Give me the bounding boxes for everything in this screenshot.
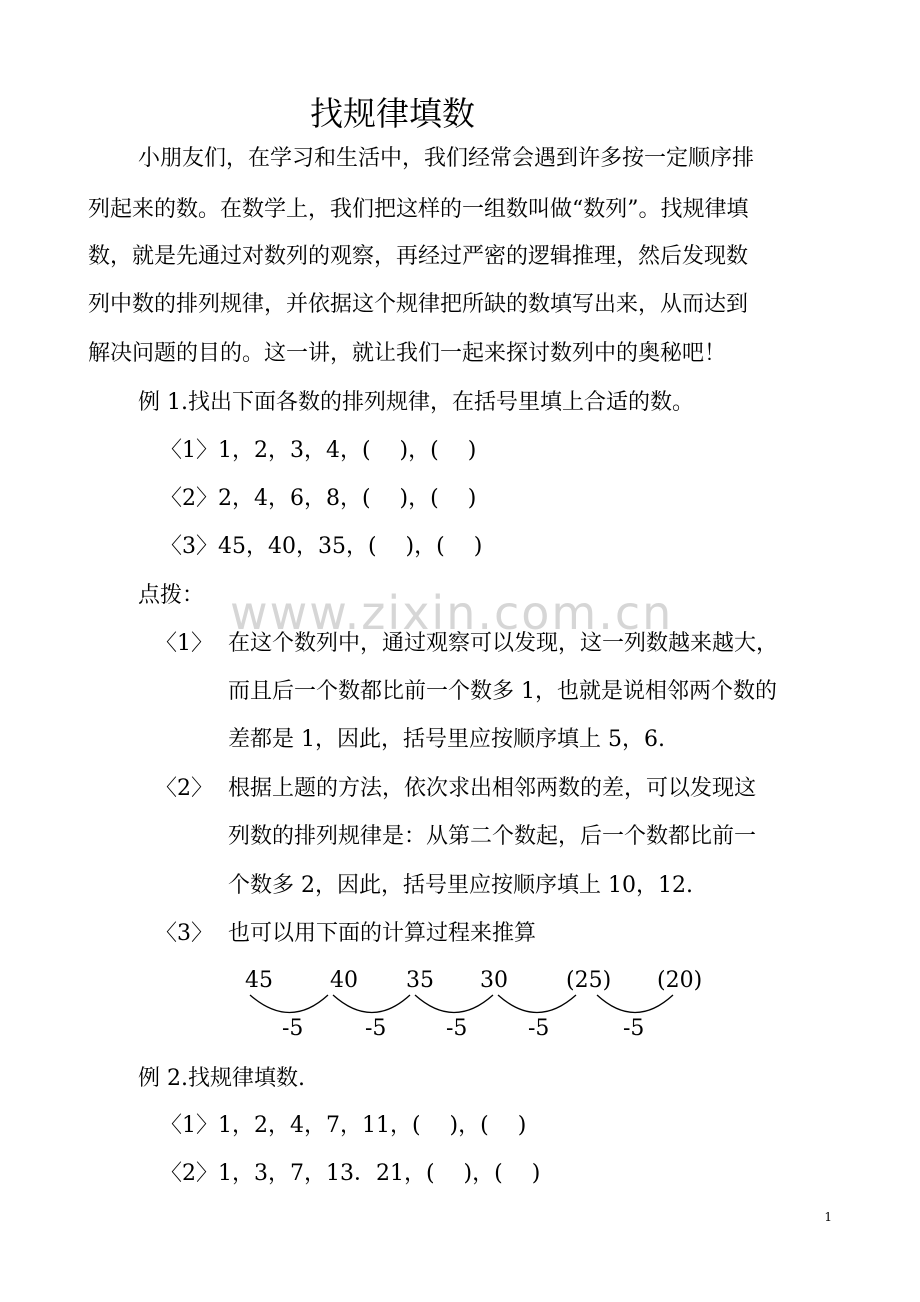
hint-line: 而且后一个数都比前一个数多 1，也就是说相邻两个数的	[228, 679, 777, 704]
difference-arc	[250, 995, 328, 1013]
example2-item: 〈1〉1，2，4，7，11，( )，( )	[160, 1113, 527, 1138]
sequence-number: 30	[480, 968, 508, 993]
intro-line: 列起来的数。在数学上，我们把这样的一组数叫做“数列”。找规律填	[88, 197, 749, 222]
intro-line: 解决问题的目的。这一讲，就让我们一起来探讨数列中的奥秘吧！	[88, 341, 727, 366]
difference-label: -5	[365, 1016, 387, 1041]
sequence-number: 40	[330, 968, 358, 993]
example1-heading: 例 1.找出下面各数的排列规律，在括号里填上合适的数。	[138, 390, 694, 415]
example1-item: 〈1〉1，2，3，4，( )，( )	[160, 438, 477, 463]
example2-item: 〈2〉1，3，7，13．21，( )，( )	[160, 1161, 541, 1186]
example2-heading: 例 2.找规律填数.	[138, 1066, 305, 1091]
sequence-number: 45	[245, 968, 273, 993]
difference-label: -5	[282, 1016, 304, 1041]
page-number: 1	[824, 1210, 832, 1224]
sequence-number: (25)	[566, 968, 612, 993]
example1-item: 〈3〉45，40，35，( )，( )	[160, 534, 483, 559]
hint-line: 差都是 1，因此，括号里应按顺序填上 5，6.	[228, 727, 665, 752]
difference-arc	[333, 995, 410, 1013]
hint-label: 点拨：	[138, 583, 205, 608]
difference-arc	[597, 995, 673, 1013]
difference-label: -5	[528, 1016, 550, 1041]
example1-item: 〈2〉2，4，6，8，( )，( )	[160, 486, 477, 511]
page-title: 找规律填数	[310, 94, 475, 133]
sequence-number: (20)	[657, 968, 703, 993]
hint-line: 列数的排列规律是：从第二个数起，后一个数都比前一	[228, 824, 757, 849]
hint-line: 个数多 2，因此，括号里应按顺序填上 10，12.	[228, 873, 693, 898]
intro-line: 小朋友们，在学习和生活中，我们经常会遇到许多按一定顺序排	[138, 146, 755, 171]
hint-marker: 〈1〉	[155, 631, 213, 656]
intro-line: 列中数的排列规律，并依据这个规律把所缺的数填写出来，从而达到	[88, 292, 749, 317]
hint-line: 在这个数列中，通过观察可以发现，这一列数越来越大，	[228, 631, 779, 656]
hint-line: 也可以用下面的计算过程来推算	[228, 921, 537, 946]
difference-arc	[415, 995, 493, 1013]
difference-label: -5	[623, 1016, 645, 1041]
hint-line: 根据上题的方法，依次求出相邻两数的差，可以发现这	[228, 776, 757, 801]
difference-arc	[498, 995, 576, 1013]
hint-marker: 〈2〉	[155, 776, 213, 801]
intro-line: 数，就是先通过对数列的观察，再经过严密的逻辑推理，然后发现数	[88, 244, 749, 269]
sequence-number: 35	[406, 968, 434, 993]
watermark: www.zixin.com.cn	[230, 586, 674, 640]
difference-label: -5	[446, 1016, 468, 1041]
hint-marker: 〈3〉	[155, 921, 213, 946]
